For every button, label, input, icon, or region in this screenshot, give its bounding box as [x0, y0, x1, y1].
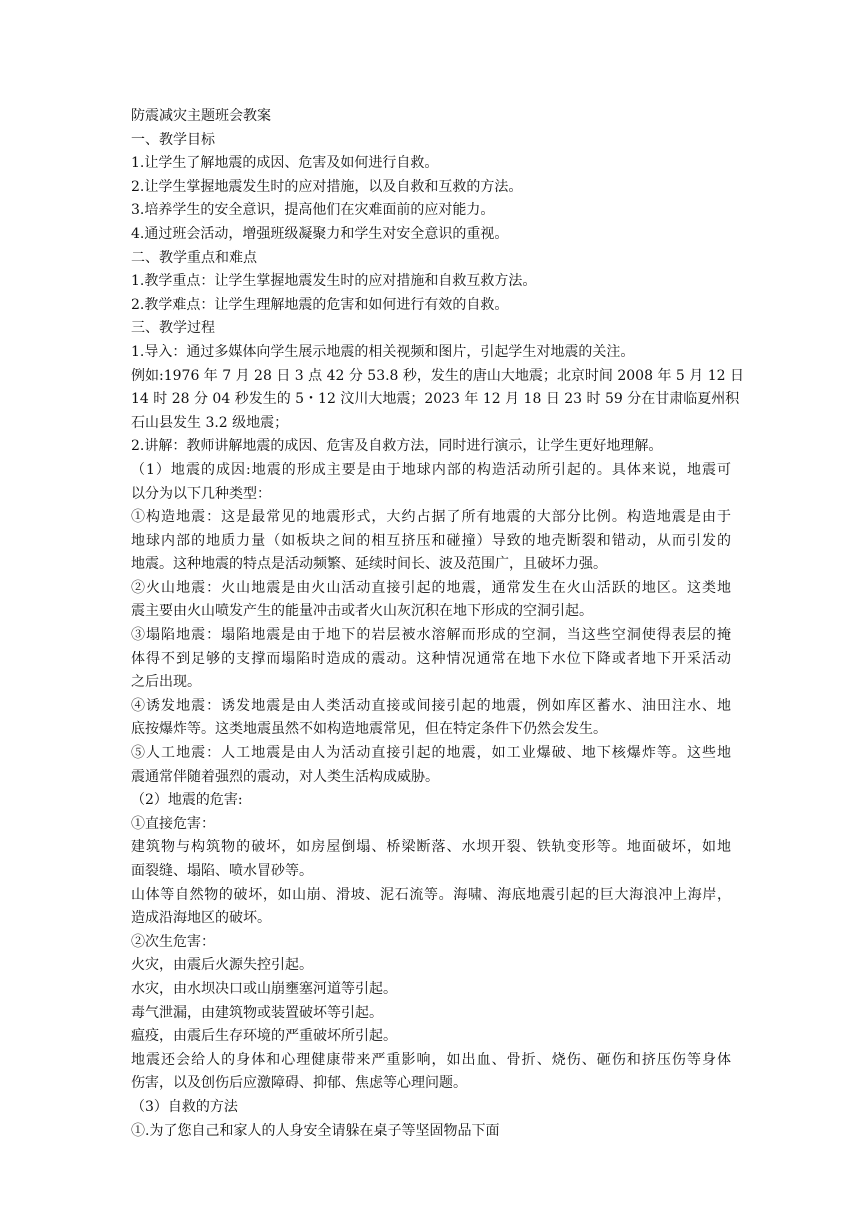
text-line: 三、教学过程	[131, 320, 215, 337]
text-line: 一、教学目标	[131, 131, 215, 148]
text-line: 1.教学重点：让学生掌握地震发生时的应对措施和自救互救方法。	[131, 273, 537, 290]
text-line: （1）地震的成因:地震的形成主要是由于地球内部的构造活动所引起的。具体来说，地震可	[131, 461, 731, 478]
text-line: 1.让学生了解地震的成因、危害及如何进行自救。	[131, 155, 439, 172]
text-line: 地震还会给人的身体和心理健康带来严重影响，如出血、骨折、烧伤、砸伤和挤压伤等身体	[131, 1051, 731, 1068]
text-line: ②火山地震：火山地震是由火山活动直接引起的地震，通常发生在火山活跃的地区。这类地	[131, 579, 731, 596]
text-line: 震主要由火山喷发产生的能量冲击或者火山灰沉积在地下形成的空洞引起。	[131, 603, 593, 620]
text-line: 毒气泄漏，由建筑物或装置破坏等引起。	[131, 1004, 383, 1021]
text-line: 石山县发生 3.2 级地震；	[131, 414, 289, 431]
text-line: 瘟疫，由震后生存环境的严重破坏所引起。	[131, 1028, 397, 1045]
text-line: 2.教学难点：让学生理解地震的危害和如何进行有效的自救。	[131, 296, 509, 313]
text-line: 二、教学重点和难点	[131, 249, 257, 266]
text-line: 地球内部的地质力量（如板块之间的相互挤压和碰撞）导致的地壳断裂和错动，从而引发的	[131, 532, 731, 549]
text-line: ①直接危害：	[131, 815, 215, 832]
text-line: 以分为以下几种类型：	[131, 485, 271, 502]
text-line: ③塌陷地震：塌陷地震是由于地下的岩层被水溶解而形成的空洞，当这些空洞使得表层的掩	[131, 627, 731, 644]
text-line: 底按爆炸等。这类地震虽然不如构造地震常见，但在特定条件下仍然会发生。	[131, 721, 607, 738]
text-line: 例如:1976 年 7 月 28 日 3 点 42 分 53.8 秒，发生的唐山大地震；北京时间 2008 年 5 月 12 日	[131, 367, 744, 384]
text-line: 伤害，以及创伤后应激障碍、抑郁、焦虑等心理问题。	[131, 1075, 467, 1092]
text-line: ⑤人工地震：人工地震是由人为活动直接引起的地震，如工业爆破、地下核爆炸等。这些地	[131, 745, 731, 762]
text-line: 造成沿海地区的破坏。	[131, 910, 271, 927]
text-line: 14 时 28 分 04 秒发生的 5・12 汶川大地震；2023 年 12 月 18 日 23 时 59 分在甘肃临夏州积	[131, 391, 740, 408]
text-line: 3.培养学生的安全意识，提高他们在灾难面前的应对能力。	[131, 202, 495, 219]
text-line: 山体等自然物的破坏，如山崩、滑坡、泥石流等。海啸、海底地震引起的巨大海浪冲上海岸，	[131, 886, 731, 903]
text-line: 震通常伴随着强烈的震动，对人类生活构成威胁。	[131, 768, 439, 785]
document-title: 防震减灾主题班会教案	[131, 108, 271, 124]
text-line: ④诱发地震：诱发地震是由人类活动直接或间接引起的地震，例如库区蓄水、油田注水、地	[131, 697, 731, 714]
text-line: 水灾，由水坝决口或山崩壅塞河道等引起。	[131, 980, 397, 997]
text-line: 地震。这种地震的特点是活动频繁、延续时间长、波及范围广，且破坏力强。	[131, 556, 607, 573]
text-line: ①构造地震：这是最常见的地震形式，大约占据了所有地震的大部分比例。构造地震是由于	[131, 509, 731, 526]
text-line: （2）地震的危害:	[131, 792, 243, 809]
text-line: 火灾，由震后火源失控引起。	[131, 957, 313, 974]
text-line: 2.让学生掌握地震发生时的应对措施，以及自救和互救的方法。	[131, 178, 523, 195]
text-line: 2.讲解：教师讲解地震的成因、危害及自救方法，同时进行演示，让学生更好地理解。	[131, 438, 663, 455]
document-page	[131, 105, 744, 1143]
text-line: 1.导入：通过多媒体向学生展示地震的相关视频和图片，引起学生对地震的关注。	[131, 343, 635, 360]
text-line: ②次生危害：	[131, 933, 215, 950]
text-line: 4.通过班会活动，增强班级凝聚力和学生对安全意识的重视。	[131, 225, 509, 242]
text-line: 之后出现。	[131, 674, 201, 691]
text-line: ①.为了您自己和家人的人身安全请躲在桌子等坚固物品下面	[131, 1122, 500, 1139]
text-line: 建筑物与构筑物的破坏，如房屋倒塌、桥梁断落、水坝开裂、铁轨变形等。地面破坏，如地	[131, 839, 731, 856]
text-line: （3）自救的方法	[131, 1098, 238, 1115]
text-line: 面裂缝、塌陷、喷水冒砂等。	[131, 863, 313, 879]
text-line: 体得不到足够的支撑而塌陷时造成的震动。这种情况通常在地下水位下降或者地下开采活动	[131, 650, 731, 667]
